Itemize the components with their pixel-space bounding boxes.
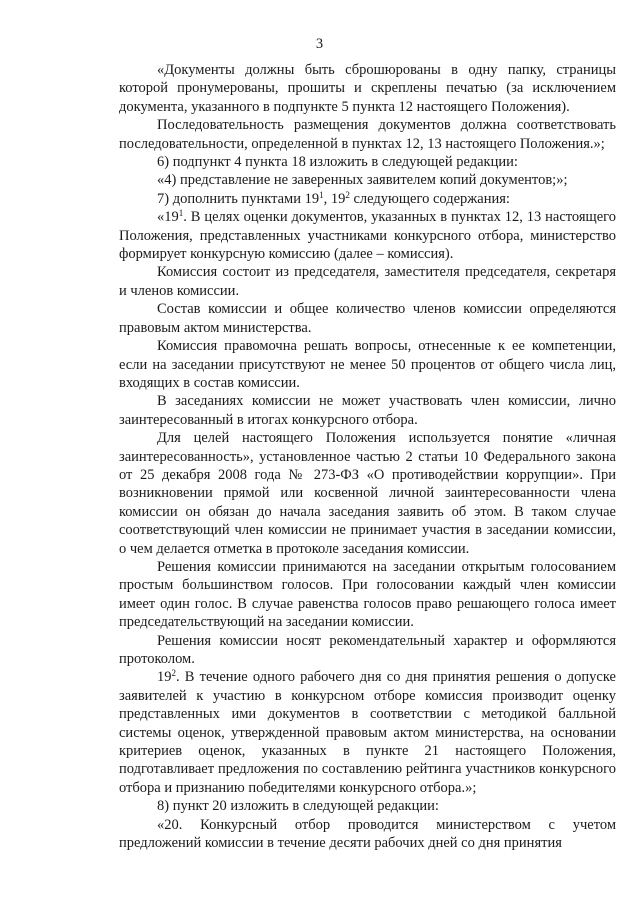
page-number: 3 (315, 36, 324, 52)
paragraph: Комиссия состоит из председателя, заместителя председателя, секретаря и членов комиссии. (119, 264, 616, 299)
paragraph: Последовательность размещения документов должна соответствовать последовательности, определенной в пунктах 12, 13 настоящего Положения.»; (119, 117, 616, 152)
paragraph: «Документы должны быть сброшюрованы в одну папку, страницы которой пронумерованы, прошиты и скреплены печатью (за исключением документа, указанного в подпункте 5 пункта 12 настоящего Положения). (119, 62, 616, 115)
paragraph: «20. Конкурсный отбор проводится министерством с учетом предложений комиссии в течение десяти рабочих дней со дня принятия (119, 816, 616, 852)
paragraph: Решения комиссии принимаются на заседании открытым голосованием простым большинством голосов. При голосовании каждый член комиссии имеет один голос. В случае равенства голосов право решающего голоса имеет председательствующий на заседании комиссии. (119, 558, 616, 631)
paragraph: Решения комиссии носят рекомендательный характер и оформляются протоколом. (119, 632, 616, 667)
paragraph: В заседаниях комиссии не может участвовать член комиссии, лично заинтересованный в итогах конкурсного отбора. (119, 393, 616, 428)
paragraph: Состав комиссии и общее количество членов комиссии определяются правовым актом министерства. (119, 301, 616, 336)
paragraph: «$19^1$. В целях оценки документов, указанных в пунктах 12, 13 настоящего Положения, представленных участниками конкурсного отбора, министерство формирует конкурсную комиссию (далее – комиссия). (119, 208, 616, 263)
paragraph: «4) представление не заверенных заявителем копий документов;»; (157, 172, 568, 189)
paragraph: $19^2$. В течение одного рабочего дня со дня принятия решения о допуске заявителей к участию в конкурсном отборе комиссия производит оценку представленных ими документов в соответствии с методикой балльной системы оценок, утвержденной правовым актом министерства, на основании критериев оценок, указанных в пункте 21 настоящего Положения, подготавливает предложения по составлению рейтинга участников конкурсного отбора и признанию победителями конкурсного отбора.»; (119, 668, 616, 796)
paragraph: Для целей настоящего Положения используется понятие «личная заинтересованность», установленное частью 2 статьи 10 Федерального закона от 25 декабря 2008 года № 273-ФЗ «О противодействии коррупции». При возникновении прямой или косвенной личной заинтересованности члена комиссии он обязан до начала заседания заявить об этом. В таком случае соответствующий член комиссии не принимает участия в заседании комиссии, о чем делается отметка в протоколе заседания комиссии. (119, 430, 616, 557)
paragraph: 6) подпункт 4 пункта 18 изложить в следующей редакции: (157, 154, 518, 171)
paragraph: 8) пункт 20 изложить в следующей редакции: (157, 798, 439, 815)
paragraph: Комиссия правомочна решать вопросы, отнесенные к ее компетенции, если на заседании присутствуют не менее 50 процентов от общего числа лиц, входящих в состав комиссии. (119, 338, 616, 391)
document-body (119, 61, 616, 852)
paragraph: 7) дополнить пунктами $19^1$, $19^2$ следующего содержания: (157, 189, 510, 207)
